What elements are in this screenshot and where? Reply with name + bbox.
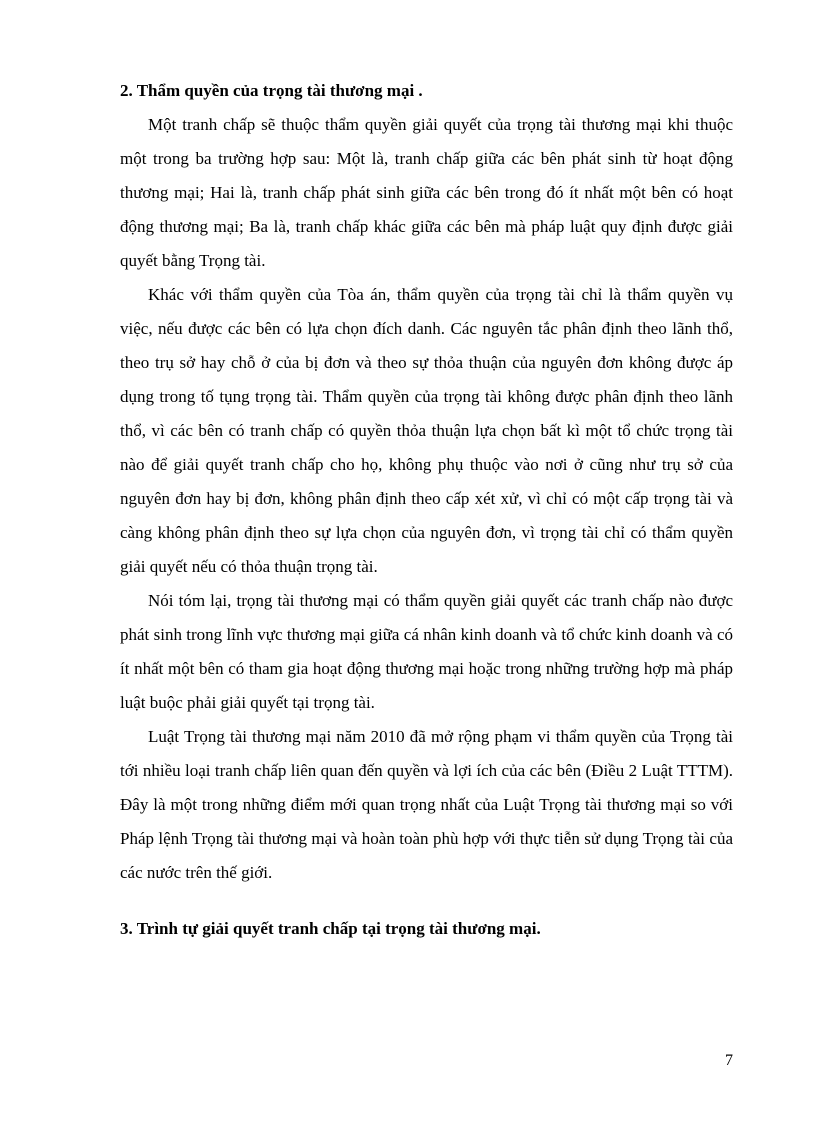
paragraph-1: Một tranh chấp sẽ thuộc thẩm quyền giải quyết của trọng tài thương mại khi thuộc một trong ba trường hợp sau: Một là, tranh chấp giữa các bên phát sinh từ hoạt động thương mại; Hai là, tranh chấp phát sinh giữa các bên trong đó ít nhất một bên có hoạt động thương mại; Ba là, tranh chấp khác giữa các bên mà pháp luật quy định được giải quyết bằng Trọng tài.	[120, 115, 733, 270]
document-body	[120, 74, 733, 946]
page-number: 7	[725, 1052, 733, 1069]
paragraph-4: Luật Trọng tài thương mại năm 2010 đã mở rộng phạm vi thẩm quyền của Trọng tài tới nhiều loại tranh chấp liên quan đến quyền và lợi ích của các bên (Điều 2 Luật TTTM). Đây là một trong những điểm mới quan trọng nhất của Luật Trọng tài thương mại so với Pháp lệnh Trọng tài thương mại và hoàn toàn phù hợp với thực tiễn sử dụng Trọng tài của các nước trên thế giới.	[120, 727, 733, 882]
paragraph-3: Nói tóm lại, trọng tài thương mại có thẩm quyền giải quyết các tranh chấp nào được phát sinh trong lĩnh vực thương mại giữa cá nhân kinh doanh và tổ chức kinh doanh và có ít nhất một bên có tham gia hoạt động thương mại hoặc trong những trường hợp mà pháp luật buộc phải giải quyết tại trọng tài.	[120, 591, 733, 712]
section-3-heading: 3. Trình tự giải quyết tranh chấp tại trọng tài thương mại.	[120, 919, 541, 938]
paragraph-2: Khác với thẩm quyền của Tòa án, thẩm quyền của trọng tài chỉ là thẩm quyền vụ việc, nếu được các bên có lựa chọn đích danh. Các nguyên tắc phân định theo lãnh thổ, theo trụ sở hay chỗ ở của bị đơn và theo sự thỏa thuận của nguyên đơn không được áp dụng trong tố tụng trọng tài. Thẩm quyền của trọng tài không được phân định theo lãnh thổ, vì các bên có tranh chấp có quyền thỏa thuận lựa chọn bất kì một tổ chức trọng tài nào để giải quyết tranh chấp cho họ, không phụ thuộc vào nơi ở cũng như trụ sở của nguyên đơn hay bị đơn, không phân định theo cấp xét xử, vì chỉ có một cấp trọng tài và càng không phân định theo sự lựa chọn của nguyên đơn, vì trọng tài chỉ có thẩm quyền giải quyết nếu có thỏa thuận trọng tài.	[120, 285, 733, 576]
section-2-heading: 2. Thẩm quyền của trọng tài thương mại .	[120, 81, 423, 100]
